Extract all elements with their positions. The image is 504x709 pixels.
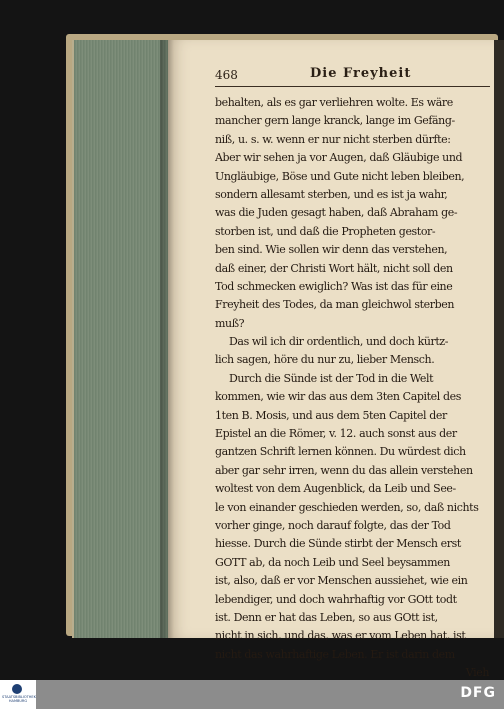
page-edges [72, 40, 170, 638]
text-line: Epistel an die Römer, v. 12. auch sonst aus der [215, 427, 457, 441]
text-line: sondern allesamt sterben, und es ist ja wahr, [215, 187, 448, 201]
text-line: 1ten B. Mosis, und aus dem 5ten Capitel der [215, 408, 447, 422]
text-line: storben ist, und daß die Propheten gestor- [215, 224, 436, 238]
text-line: nicht das wahrhaftige Leben. Er ist darin dem [215, 647, 455, 661]
next-page-edge [494, 40, 504, 638]
header-rule [215, 86, 490, 87]
text-line: woltest von dem Augenblick, da Leib und See- [215, 482, 456, 496]
text-line: mancher gern lange kranck, lange im Gefäng- [215, 114, 455, 128]
text-line: Tod schmecken ewiglich? Was ist das für eine [215, 279, 453, 293]
text-line: vorher ginge, noch darauf folgte, das der Tod [215, 518, 451, 532]
text-line: niß, u. s. w. wenn er nur nicht sterben dürfte: [215, 132, 451, 146]
body-text [215, 94, 489, 680]
text-line: was die Juden gesagt haben, daß Abraham ge- [215, 206, 458, 220]
text-line: muß? [215, 316, 245, 330]
library-logo[interactable] [2, 682, 36, 707]
text-line: Durch die Sünde ist der Tod in die Welt [229, 371, 434, 385]
text-line: ben sind. Wie sollen wir denn das verstehen, [215, 243, 448, 257]
library-logo-text: STAATSBIBLIOTHEK HAMBURG [2, 695, 36, 703]
page-number: 468 [215, 68, 238, 82]
text-line: daß einer, der Christi Wort hält, nicht soll den [215, 261, 453, 275]
footer-band [36, 680, 504, 709]
text-line: behalten, als es gar verliehren wolte. Es wäre [215, 96, 453, 109]
text-line: gantzen Schrift lernen können. Du würdest dich [215, 445, 466, 459]
viewer-footer [0, 680, 504, 709]
text-line: Das wil ich dir ordentlich, und doch kürtz- [229, 335, 449, 349]
text-line: aber gar sehr irren, wenn du das allein verstehen [215, 463, 473, 477]
catchword: Vieh [465, 666, 489, 680]
text-line: le von einander geschieden werden, so, daß nichts [215, 500, 479, 514]
text-line: hiesse. Durch die Sünde stirbt der Mensch erst [215, 537, 461, 551]
text-line: Aber wir sehen ja vor Augen, daß Gläubige und [215, 151, 463, 165]
text-line: nicht in sich, und das, was er vom Leben hat, ist [215, 629, 466, 643]
text-line: Ungläubige, Böse und Gute nicht leben bleiben, [215, 169, 465, 183]
text-line: ist, also, daß er vor Menschen aussiehet, wie ein [215, 574, 468, 588]
text-line: ist. Denn er hat das Leben, so aus GOtt ist, [215, 610, 438, 624]
dfg-logo[interactable]: DFG [460, 685, 496, 701]
running-head [215, 66, 490, 86]
text-line: lebendiger, und doch wahrhaftig vor GOtt todt [215, 592, 457, 606]
text-line: lich sagen, höre du nur zu, lieber Mensch. [215, 353, 435, 367]
library-emblem-icon [12, 684, 22, 694]
running-title: Die Freyheit [310, 66, 412, 81]
spine-shadow [160, 40, 174, 638]
text-line: kommen, wie wir das aus dem 3ten Capitel des [215, 390, 461, 404]
text-line: GOTT ab, da noch Leib und Seel beysammen [215, 555, 450, 569]
text-line: Freyheit des Todes, da man gleichwol sterben [215, 298, 455, 312]
